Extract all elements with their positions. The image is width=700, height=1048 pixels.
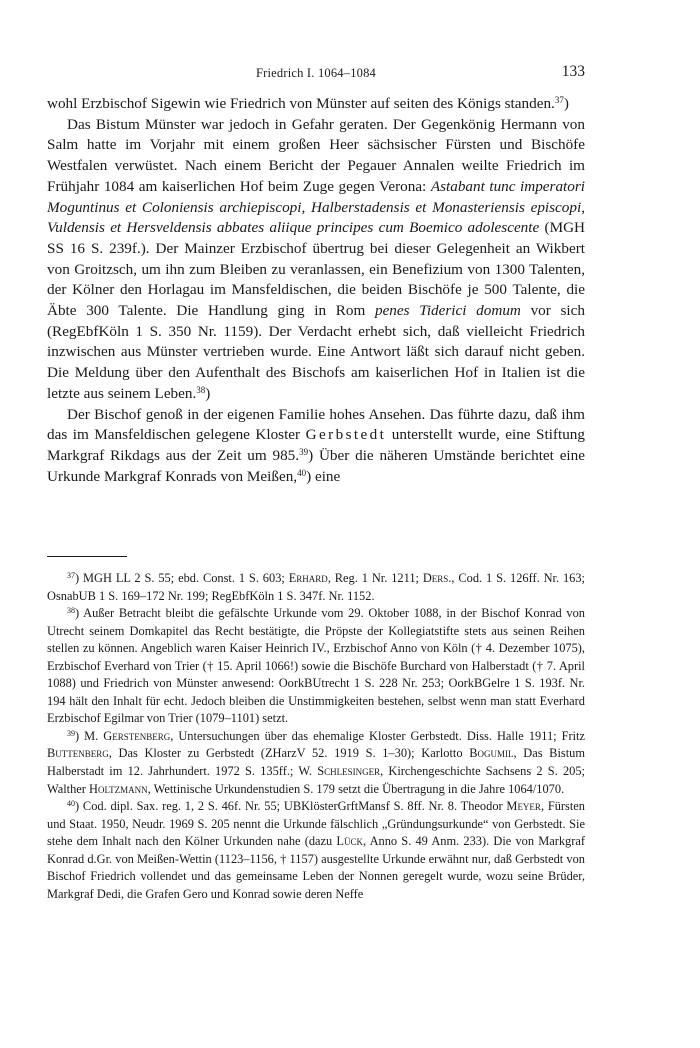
author-name: Erhard xyxy=(288,571,328,585)
paragraph-text: (MGH SS 16 S. 239f.). Der Mainzer Erzbischof übertrug bei dieser Gelegenheit an Wikbert von Groitzsch, um ihn zum Bleiben zu veranlassen, ein Benefizium von 1300 Talenten, der Kölner den Horlagau im Mansfeldischen, die beiden Bischöfe je 500 Talente, die Äbte 300 Talente. Die Handlung ging in Rom xyxy=(47,219,586,320)
footnote-text: , Kirchengeschichte Sachsens 2 S. 205; Walther xyxy=(47,764,585,796)
footnote-text: MGH LL 2 S. 55; ebd. Const. 1 S. 603; xyxy=(79,571,289,585)
paragraph-text: Der Bischof genoß in der eigenen Familie hohes Ansehen. Das führte dazu, daß ihm das im Mansfeldischen gelegene Kloster xyxy=(47,405,585,444)
footnote-ref-39: 39 xyxy=(299,446,309,457)
footnote-40: $^{40}$) Cod. dipl. Sax. reg. 1, 2 S. 46f. Nr. 55; UBKlösterGrftMansf S. 8ff. Nr. 8. Theodor Meyer, Fürsten und Staat. 1950, Neudr. 1969 S. 205 nennt die Urkunde fälschlich „Gründungsurkunde“ von Gerbstedt. Sie stehe dem Inhalt nach den Kölner Urkunden nahe (dazu Lück, Anno S. 49 Anm. 233). Die von Markgraf Konrad d.Gr. von Meißen-Wettin (1123–1156, † 1157) ausgestellte Urkunde erwähnt nur, daß Gerbstedt von Bischof Friedrich vollendet und das gemeinsame Leben der Nonnen geregelt wurde, wozu seine Brüder, Markgraf Dedi, die Grafen Gero und Konrad sowie deren Neffe xyxy=(47,799,585,901)
paragraph-text: Über die näheren Umstände berichtet eine Urkunde Markgraf Konrads von Meißen, xyxy=(47,446,585,485)
author-name: Gerstenberg xyxy=(103,728,171,743)
footnote-ref-37: 37 xyxy=(554,95,564,105)
main-text xyxy=(47,94,585,487)
footnote-text: , Das Bistum Halberstadt im 12. Jahrhundert. 1972 S. 135ff.; W. xyxy=(47,746,585,779)
paragraph-text: vor sich (RegEbfKöln 1 S. 350 Nr. 1159). Der Verdacht erhebt sich, daß vielleicht Friedrich inzwischen aus Münster vertrieben wurde. Eine Antwort läßt sich darauf nicht geben. Die Meldung über den Aufenthalt des Bischofs am kaiserlichen Hof in Italien ist die letzte aus seinem Leben. xyxy=(47,302,585,402)
page-number: 133 xyxy=(561,63,585,80)
paragraph-text: wohl Erzbischof Sigewin wie Friedrich von Münster auf seiten des Königs standen. xyxy=(47,95,555,112)
paragraph-1: wohl Erzbischof Sigewin wie Friedrich von Münster auf seiten des Königs standen.$^{37}$) xyxy=(47,95,569,112)
author-name: Meyer xyxy=(506,799,541,814)
footnote-39: $^{39}$) M. Gerstenberg, Untersuchungen über das ehemalige Kloster Gerbstedt. Diss. Halle 1911; Fritz Buttenberg, Das Kloster zu Gerbstedt (ZHarzV 52. 1919 S. 1–30); Karlotto Bogumil, Das Bistum Halberstadt im 12. Jahrhundert. 1972 S. 135ff.; W. Schlesinger, Kirchengeschichte Sachsens 2 S. 205; Walther Holtzmann, Wettinische Urkundenstudien S. 179 setzt die Übertragung in die Jahre 1064/1070. xyxy=(47,728,586,796)
paragraph-text: Das Bistum Münster war jedoch in Gefahr geraten. Der Gegenkönig Hermann von Salm hatte im Vorjahr mit einem großen Heer sächsischer Fürsten und Bischöfe Westfalen verwüstet. Nach einem Bericht der Pegauer Annalen weilte Friedrich im Frühjahr 1084 am kaiserlichen Hof beim Zuge gegen Verona: xyxy=(47,115,585,195)
footnote-37: $^{37}$) MGH LL 2 S. 55; ebd. Const. 1 S. 603; Erhard, Reg. 1 Nr. 1211; Ders., Cod. 1 S. 126ff. Nr. 163; OsnabUB 1 S. 169–172 Nr. 199; RegEbfKöln 1 S. 347f. Nr. 1152. xyxy=(47,571,586,603)
footnote-number: 39 xyxy=(67,728,75,738)
running-title: Friedrich I. 1064–1084 xyxy=(255,66,376,80)
author-name: Buttenberg xyxy=(47,746,109,761)
footnotes xyxy=(47,570,585,903)
latin-quote: Astabant tunc imperatori Moguntinus et Coloniensis archiepiscopi, Halberstadensis et Monasteriensis episcopi, Vuldensis et Hersveldensis abbates aliique principes cum Boemico adolescente xyxy=(47,177,585,237)
footnote-number: 38 xyxy=(67,606,75,616)
author-name: Schlesinger xyxy=(317,764,381,779)
paragraph-2: Das Bistum Münster war jedoch in Gefahr geraten. Der Gegenkönig Hermann von Salm hatte im Vorjahr mit einem großen Heer sächsischer Fürsten und Bischöfe Westfalen verwüstet. Nach einem Bericht der Pegauer Annalen weilte Friedrich im Frühjahr 1084 am kaiserlichen Hof beim Zuge gegen Verona: Astabant tunc imperatori Moguntinus et Coloniensis archiepiscopi, Halberstadensis et Monasteriensis episcopi, Vuldensis et Hersveldensis abbates aliique principes cum Boemico adolescente (MGH SS 16 S. 239f.). Der Mainzer Erzbischof übertrug bei dieser Gelegenheit an Wikbert von Groitzsch, um ihn zum Bleiben zu veranlassen, ein Benefizium von 1300 Talenten, der Kölner den Horlagau im Mansfeldischen, die beiden Bischöfe je 500 Talente, die Äbte 300 Talente. Die Handlung ging in Rom penes Tiderici domum vor sich (RegEbfKöln 1 S. 350 Nr. 1159). Der Verdacht erhebt sich, daß vielleicht Friedrich inzwischen aus Münster vertrieben wurde. Eine Antwort läßt sich darauf nicht geben. Die Meldung über den Aufenthalt des Bischofs am kaiserlichen Hof in Italien ist die letzte aus seinem Leben.$^{38}$) xyxy=(47,115,586,402)
footnote-ref-38: 38 xyxy=(196,384,206,395)
latin-phrase: penes Tiderici domum xyxy=(374,302,521,320)
footnote-38: $^{38}$) Außer Betracht bleibt die gefälschte Urkunde vom 29. Oktober 1088, in der Bischof Konrad von Utrecht seinem Domkapitel das Recht bestätigte, die Pröpste der Kollegiatstifte stets aus seinen Reihen stellen zu können. Angeblich waren Kaiser Heinrich IV., Erzbischof Anno von Köln († 4. Dezember 1075), Erzbischof Everhard von Trier († 15. April 1066!) sowie die Bischöfe Burchard von Halberstadt († 7. April 1088) und Friedrich von Münster anwesend: OorkBUtrecht 1 S. 228 Nr. 253; OorkBGelre 1 S. 193f. Nr. 194 hält den Inhalt für echt. Jedoch bleiben die Unstimmigkeiten bestehen, selbst wenn man statt Everhard Erzbischof Egilmar von Trier (1079–1101) setzt. xyxy=(47,606,585,726)
author-name: Lück xyxy=(336,834,363,849)
footnote-divider xyxy=(47,556,127,557)
footnote-text: , Untersuchungen über das ehemalige Kloster Gerbstedt. Diss. Halle 1911; Fritz xyxy=(170,728,586,743)
paragraph-3: Der Bischof genoß in der eigenen Familie hohes Ansehen. Das führte dazu, daß ihm das im Mansfeldischen gelegene Kloster Gerbstedt unterstellt wurde, eine Stiftung Markgraf Rikdags aus der Zeit um 985.39) Über die näheren Umstände berichtet eine Urkunde Markgraf Konrads von Meißen,$^{40}$) eine xyxy=(47,405,585,485)
author-name: Bogumil xyxy=(469,746,514,761)
footnote-text: , Fürsten und Staat. 1950, Neudr. 1969 S. 205 nennt die Urkunde fälschlich „Gründungsurkunde“ von Gerbstedt. Sie stehe dem Inhalt nach den Kölner Urkunden nahe (dazu xyxy=(47,799,585,849)
footnote-text: M. xyxy=(79,728,104,743)
author-name: Ders. xyxy=(422,571,452,585)
footnote-text: , Anno S. 49 Anm. 233). Die von Markgraf Konrad d.Gr. von Meißen-Wettin (1123–1156, † 1157) ausgestellte Urkunde erwähnt nur, daß Gerbstedt von Bischof Friedrich vollendet und das gemeinsame Leben der Nonnen geregelt wurde, wozu seine Brüder, Markgraf Dedi, die Grafen Gero und Konrad sowie deren Neffe xyxy=(47,834,585,901)
footnote-text: Cod. dipl. Sax. reg. 1, 2 S. 46f. Nr. 55; UBKlösterGrftMansf S. 8ff. Nr. 8. Theodor xyxy=(79,799,507,814)
footnote-text: , Wettinische Urkundenstudien S. 179 setzt die Übertragung in die Jahre 1064/1070. xyxy=(147,781,565,796)
footnote-text: , Cod. 1 S. 126ff. Nr. 163; OsnabUB 1 S. 169–172 Nr. 199; RegEbfKöln 1 S. 347f. Nr. 1152. xyxy=(47,571,586,603)
page-header xyxy=(47,64,585,84)
footnote-text: , Reg. 1 Nr. 1211; xyxy=(327,571,423,585)
footnote-number: 37 xyxy=(67,571,75,580)
paragraph-text: unterstellt wurde, eine Stiftung Markgraf Rikdags aus der Zeit um 985. xyxy=(47,426,585,464)
footnote-text: Außer Betracht bleibt die gefälschte Urkunde vom 29. Oktober 1088, in der Bischof Konrad von Utrecht seinem Domkapitel das Recht bestätigte, die Pröpste der Kollegiatstifte stets aus seinen Reihen stellen zu können. Angeblich waren Kaiser Heinrich IV., Erzbischof Anno von Köln († 4. Dezember 1075), Erzbischof Everhard von Trier († 15. April 1066!) sowie die Bischöfe Burchard von Halberstadt († 7. April 1088) und Friedrich von Münster anwesend: OorkBUtrecht 1 S. 228 Nr. 253; OorkBGelre 1 S. 193f. Nr. 194 hält den Inhalt für echt. Jedoch bleiben die Unstimmigkeiten bestehen, selbst wenn man statt Everhard Erzbischof Egilmar von Trier (1079–1101) setzt. xyxy=(47,606,585,726)
footnote-text: , Das Kloster zu Gerbstedt (ZHarzV 52. 1919 S. 1–30); Karlotto xyxy=(108,746,470,761)
paragraph-text: eine xyxy=(311,467,341,485)
footnote-ref-40: 40 xyxy=(297,467,307,478)
footnote-number: 40 xyxy=(67,799,75,809)
emphasized-place-name: Gerbstedt xyxy=(305,426,387,444)
author-name: Holtzmann xyxy=(89,781,148,796)
